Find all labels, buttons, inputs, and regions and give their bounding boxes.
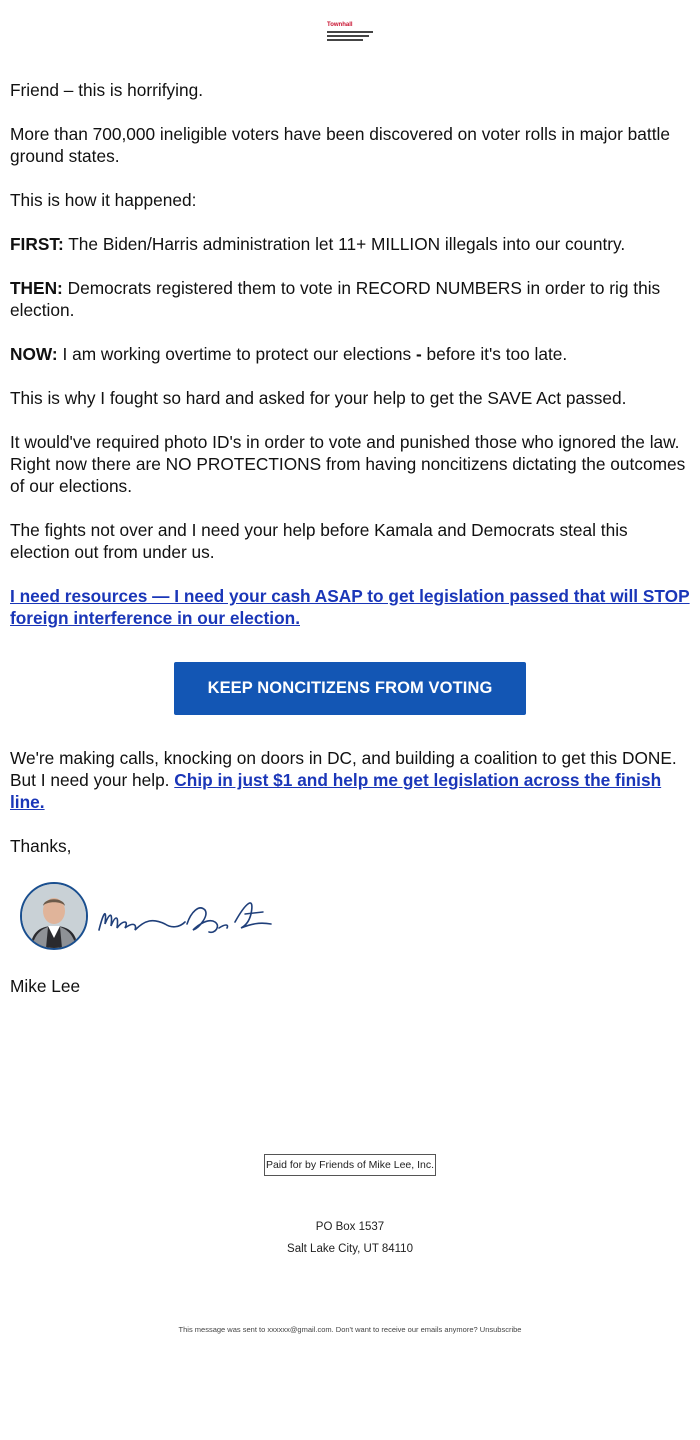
paragraph-calls: [10, 747, 690, 813]
thanks: Thanks,: [10, 836, 72, 856]
paragraph-fight: The fights not over and I need your help before Kamala and Democrats steal this election out from under us.: [10, 520, 628, 562]
paragraph-then: [10, 277, 690, 321]
fine-print-text: This message was sent to xxxxxx@gmail.com. Don't want to receive our emails anymore?: [178, 1325, 480, 1334]
first-text: The Biden/Harris administration let 11+ MILLION illegals into our country.: [63, 234, 626, 254]
avatar: [20, 882, 88, 950]
paragraph-save-act: This is why I fought so hard and asked for your help to get the SAVE Act passed.: [10, 388, 627, 408]
handwritten-signature: [95, 884, 275, 944]
logo-brand: Townhall: [327, 22, 353, 28]
email-body-lower: [10, 747, 690, 879]
now-dash: -: [415, 344, 422, 364]
now-tail: before it's too late.: [421, 344, 568, 364]
header-logo[interactable]: [327, 22, 373, 44]
paragraph-voters: More than 700,000 ineligible voters have been discovered on voter rolls in major battle ground states.: [10, 124, 670, 166]
resources-link[interactable]: I need resources — I need your cash ASAP to get legislation passed that will STOP foreign interference in our election.: [10, 586, 690, 628]
paragraph-photo-id: It would've required photo ID's in order to vote and punished those who ignored the law. Right now there are NO PROTECTIONS from having noncitizens dictating the outcomes of our elections.: [10, 432, 686, 496]
paragraph-now: [10, 343, 690, 365]
logo-line: [327, 35, 369, 37]
fine-print: [0, 1325, 700, 1334]
now-text: I am working overtime to protect our elections: [57, 344, 416, 364]
calls-text: We're making calls, knocking on doors in DC, and building a coalition to get this DONE. But I need your help.: [10, 748, 677, 790]
logo-line: [327, 31, 373, 33]
paid-for-disclaimer: Paid for by Friends of Mike Lee, Inc.: [264, 1154, 436, 1176]
sender-name: Mike Lee: [10, 976, 81, 996]
now-label: NOW:: [10, 344, 58, 364]
paragraph-first: [10, 233, 690, 255]
address-line-1: PO Box 1537: [315, 1221, 385, 1233]
keep-noncitizens-button[interactable]: KEEP NONCITIZENS FROM VOTING: [174, 662, 526, 715]
unsubscribe-link[interactable]: Unsubscribe: [479, 1325, 522, 1334]
logo-line: [327, 39, 363, 41]
chip-in-link[interactable]: Chip in just $1 and help me get legislation across the finish line.: [10, 770, 662, 812]
greeting: Friend – this is horrifying.: [10, 80, 204, 100]
paragraph-how: This is how it happened:: [10, 190, 197, 210]
address-line-2: Salt Lake City, UT 84110: [287, 1243, 413, 1255]
first-label: FIRST:: [10, 234, 64, 254]
avatar-photo: [22, 884, 86, 948]
then-label: THEN:: [10, 278, 63, 298]
cta-wrapper: [174, 662, 526, 715]
signature-block: [20, 880, 300, 950]
paragraph-resources: [10, 585, 690, 629]
then-text: Democrats registered them to vote in RECORD NUMBERS in order to rig this election.: [10, 278, 661, 320]
email-body: [10, 79, 690, 651]
